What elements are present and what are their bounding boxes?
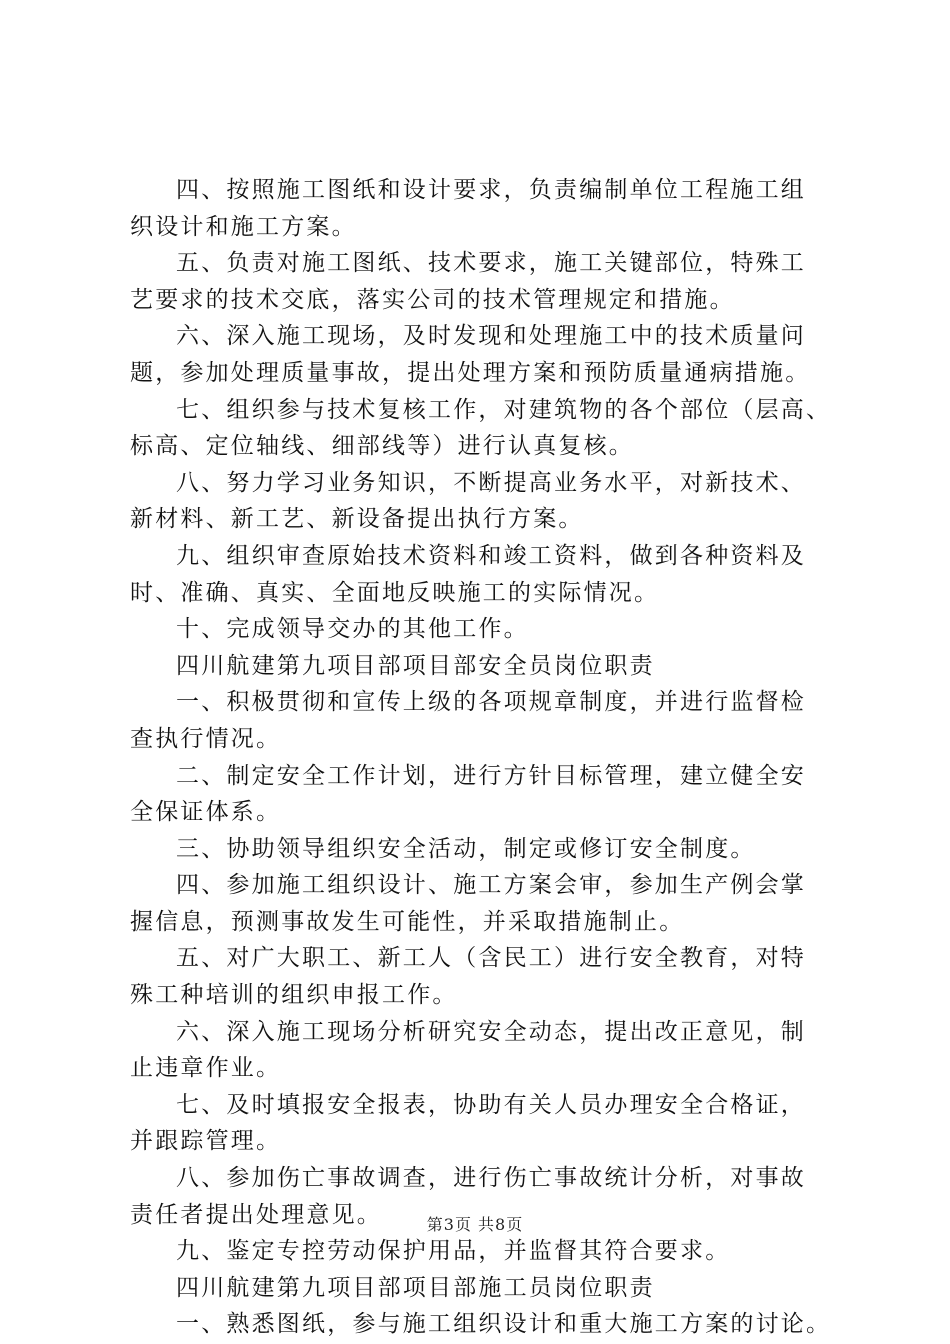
text-line: 二、制定安全工作计划，进行方针目标管理，建立健全安 <box>176 762 806 789</box>
text-line: 一、熟悉图纸，参与施工组织设计和重大施工方案的讨论。 <box>176 1311 832 1338</box>
text-line: 十、完成领导交办的其他工作。 <box>176 616 529 643</box>
text-line: 一、积极贯彻和宣传上级的各项规章制度，并进行监督检 <box>176 689 806 716</box>
text-line: 时、准确、真实、全面地反映施工的实际情况。 <box>130 579 660 606</box>
text-line: 九、组织审查原始技术资料和竣工资料，做到各种资料及 <box>176 542 806 569</box>
page-number: 第3页 共8页 <box>426 1215 524 1234</box>
text-line: 责任者提出处理意见。 <box>130 1201 382 1228</box>
text-line: 五、负责对施工图纸、技术要求，施工关键部位，特殊工 <box>176 250 806 277</box>
text-line: 四川航建第九项目部项目部施工员岗位职责 <box>176 1274 655 1301</box>
text-line: 艺要求的技术交底，落实公司的技术管理规定和措施。 <box>130 286 735 313</box>
text-line: 握信息，预测事故发生可能性，并采取措施制止。 <box>130 908 685 935</box>
text-line: 八、参加伤亡事故调查，进行伤亡事故统计分析，对事故 <box>176 1165 806 1192</box>
text-line: 四川航建第九项目部项目部安全员岗位职责 <box>176 652 655 679</box>
text-line: 六、深入施工现场分析研究安全动态，提出改正意见，制 <box>176 1018 806 1045</box>
text-line: 新材料、新工艺、新设备提出执行方案。 <box>130 506 584 533</box>
document-body <box>130 172 836 1343</box>
text-line: 六、深入施工现场，及时发现和处理施工中的技术质量问 <box>176 323 806 350</box>
text-line: 七、组织参与技术复核工作，对建筑物的各个部位（层高、 <box>176 396 832 423</box>
text-line: 题，参加处理质量事故，提出处理方案和预防质量通病措施。 <box>130 359 811 386</box>
text-line: 三、协助领导组织安全活动，制定或修订安全制度。 <box>176 835 756 862</box>
text-line: 五、对广大职工、新工人（含民工）进行安全教育，对特 <box>176 945 806 972</box>
text-line: 殊工种培训的组织申报工作。 <box>130 982 458 1009</box>
text-line: 九、鉴定专控劳动保护用品，并监督其符合要求。 <box>176 1238 731 1265</box>
text-line: 查执行情况。 <box>130 725 282 752</box>
text-line: 四、参加施工组织设计、施工方案会审，参加生产例会掌 <box>176 872 806 899</box>
text-line: 全保证体系。 <box>130 799 282 826</box>
text-line: 织设计和施工方案。 <box>130 213 357 240</box>
text-line: 并跟踪管理。 <box>130 1128 282 1155</box>
text-line: 八、努力学习业务知识，不断提高业务水平，对新技术、 <box>176 469 806 496</box>
text-line: 标高、定位轴线、细部线等）进行认真复核。 <box>130 433 634 460</box>
text-line: 七、及时填报安全报表，协助有关人员办理安全合格证， <box>176 1091 806 1118</box>
text-line: 止违章作业。 <box>130 1055 282 1082</box>
text-line: 四、按照施工图纸和设计要求，负责编制单位工程施工组 <box>176 177 806 203</box>
